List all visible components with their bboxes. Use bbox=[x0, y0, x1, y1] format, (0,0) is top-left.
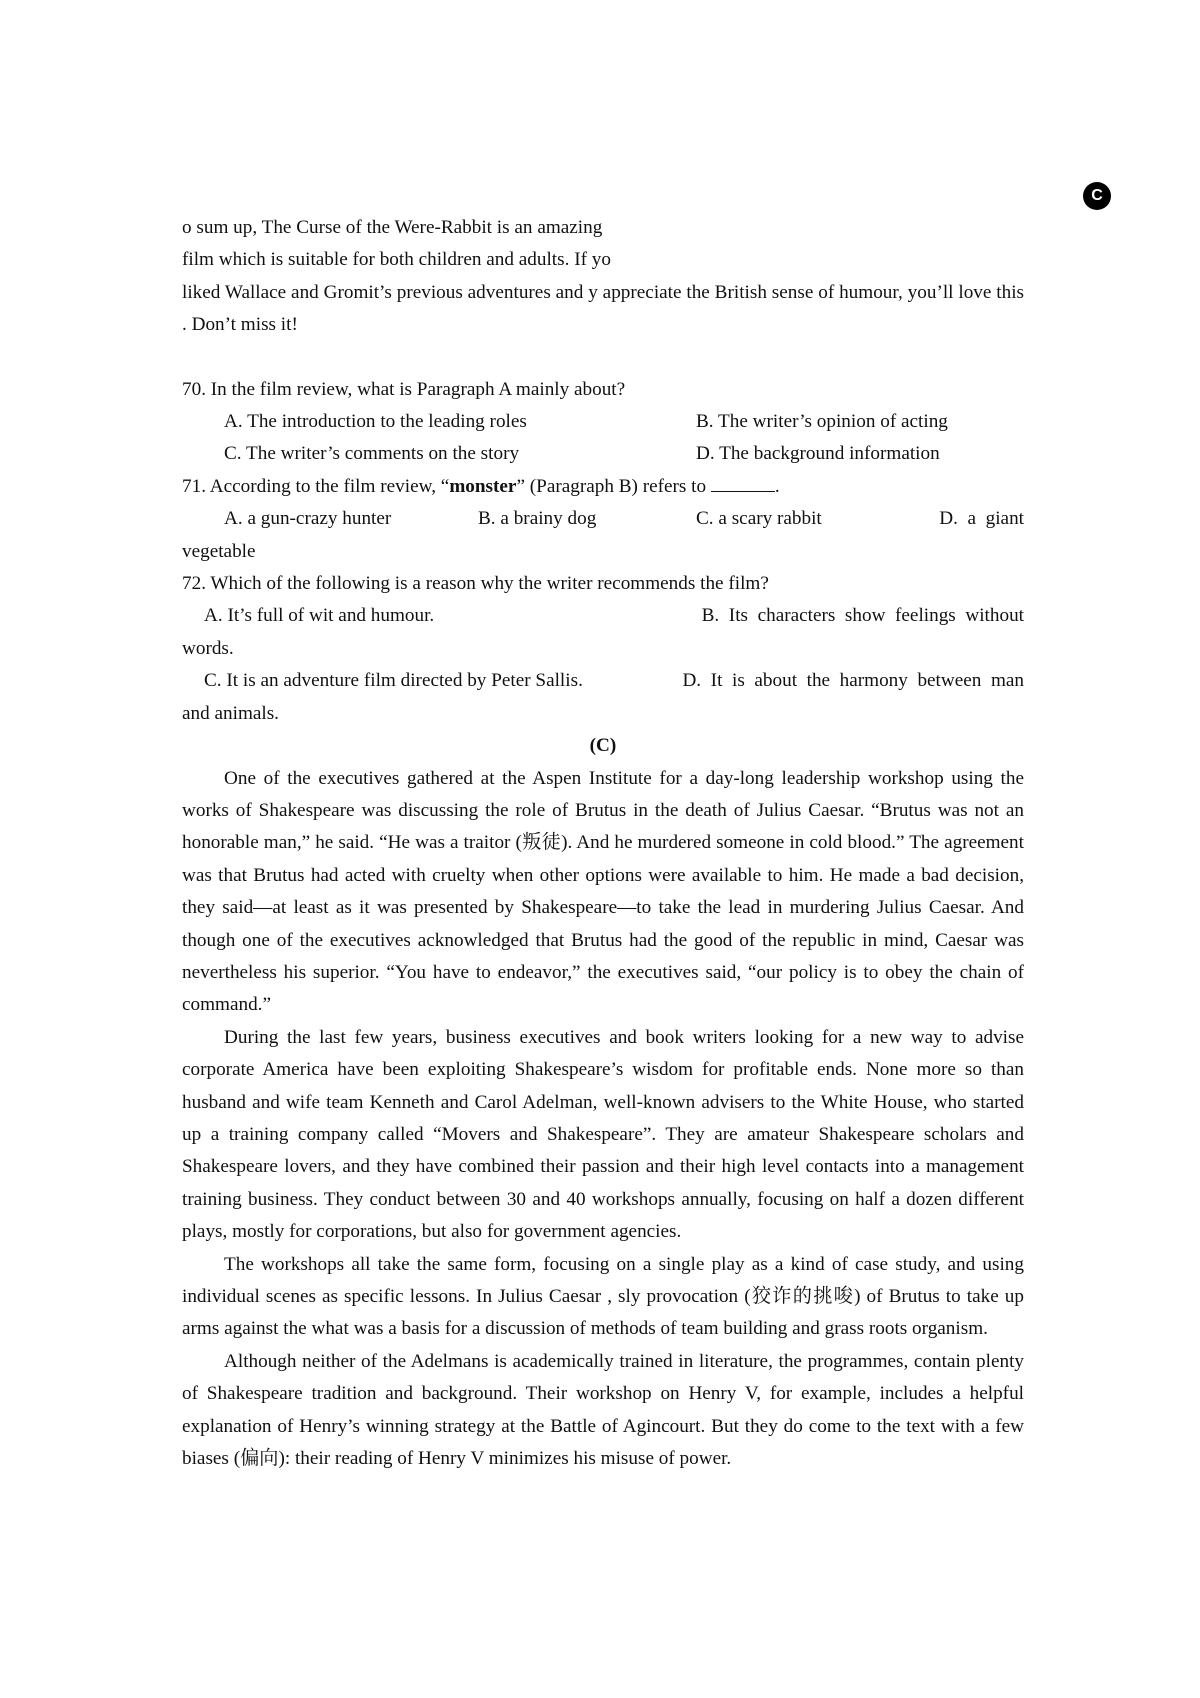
option-b-continued: words. bbox=[182, 637, 234, 659]
option-b: B. a brainy dog bbox=[478, 508, 597, 530]
section-title: (C) bbox=[589, 735, 617, 757]
option-row bbox=[182, 438, 1024, 470]
question-72 bbox=[182, 568, 1024, 730]
question-stem: 70. In the film review, what is Paragraph A mainly about? bbox=[182, 378, 626, 400]
question-71 bbox=[182, 471, 1024, 568]
section-badge: C bbox=[1083, 182, 1111, 210]
question-stem: 72. Which of the following is a reason why the writer recommends the film? bbox=[182, 573, 769, 595]
option-d-continued: vegetable bbox=[182, 540, 256, 562]
option-c: C. It is an adventure film directed by Peter Sallis. bbox=[204, 670, 583, 692]
option-d: D. a giant bbox=[939, 508, 1024, 530]
question-70 bbox=[182, 374, 1024, 471]
review-ending-line-3: liked Wallace and Gromit’s previous adventures and y appreciate the British sense of humour, you’ll love this . Don’t miss it! bbox=[182, 281, 1024, 336]
option-a: A. The introduction to the leading roles bbox=[224, 411, 527, 433]
keyword-monster: monster bbox=[449, 475, 517, 497]
option-c: C. a scary rabbit bbox=[696, 508, 822, 530]
option-d: D. The background information bbox=[696, 443, 940, 465]
passage-paragraph-2: During the last few years, business executives and book writers looking for a new way to advise corporate America have been exploiting Shakespeare’s wisdom for profitable ends. None more so than husband and wife team Kenneth and Carol Adelman, well-known advisers to the White House, who started up a training company called “Movers and Shakespeare”. They are amateur Shakespeare scholars and Shakespeare lovers, and they have combined their passion and their high level contacts into a management training business. They conduct between 30 and 40 workshops annually, focusing on half a dozen different plays, mostly for corporations, but also for government agencies. bbox=[182, 1026, 1024, 1243]
review-ending-line-1: o sum up, The Curse of the Were-Rabbit is an amazing bbox=[182, 217, 603, 238]
answer-blank bbox=[711, 473, 775, 492]
option-b: B. The writer’s opinion of acting bbox=[696, 411, 948, 433]
option-a: A. It’s full of wit and humour. bbox=[204, 605, 435, 627]
document-page bbox=[182, 212, 1024, 1475]
question-stem: 71. According to the film review, “monster” (Paragraph B) refers to . bbox=[182, 471, 1024, 503]
review-ending-line-2: film which is suitable for both children and adults. If yo bbox=[182, 249, 611, 271]
option-b: B. Its characters show feelings without bbox=[701, 605, 1024, 627]
option-d: D. It is about the harmony between man bbox=[682, 670, 1024, 692]
spacer bbox=[182, 342, 1024, 374]
passage-paragraph-4: Although neither of the Adelmans is academically trained in literature, the programmes, contain plenty of Shakespeare tradition and background. Their workshop on Henry V, for example, includes a helpful explanation of Henry’s winning strategy at the Battle of Agincourt. But they do come to the text with a few biases (偏向): their reading of Henry V minimizes his misuse of power. bbox=[182, 1350, 1024, 1470]
passage-paragraph-3: The workshops all take the same form, focusing on a single play as a kind of case study, and using individual scenes as specific lessons. In Julius Caesar , sly provocation (狡诈的挑唆) of Brutus to take up arms against the what was a basis for a discussion of methods of team building and grass roots organism. bbox=[182, 1253, 1024, 1340]
option-row bbox=[182, 600, 1024, 632]
option-c: C. The writer’s comments on the story bbox=[224, 443, 520, 465]
passage-paragraph-1: One of the executives gathered at the Aspen Institute for a day-long leadership workshop using the works of Shakespeare was discussing the role of Brutus in the death of Julius Caesar. “Brutus was not an honorable man,” he said. “He was a traitor (叛徒). And he murdered someone in cold blood.” The agreement was that Brutus had acted with cruelty when other options were available to him. He made a bad decision, they said—at least as it was presented by Shakespeare—to take the lead in murdering Julius Caesar. And though one of the executives acknowledged that Brutus had the good of the republic in mind, Caesar was nevertheless his superior. “You have to endeavor,” the executives said, “our policy is to obey the chain of command.” bbox=[182, 767, 1024, 1016]
option-a: A. a gun-crazy hunter bbox=[224, 508, 392, 530]
option-row bbox=[182, 406, 1024, 438]
option-row bbox=[182, 665, 1024, 697]
option-row bbox=[182, 503, 1024, 535]
option-d-continued: and animals. bbox=[182, 702, 279, 724]
